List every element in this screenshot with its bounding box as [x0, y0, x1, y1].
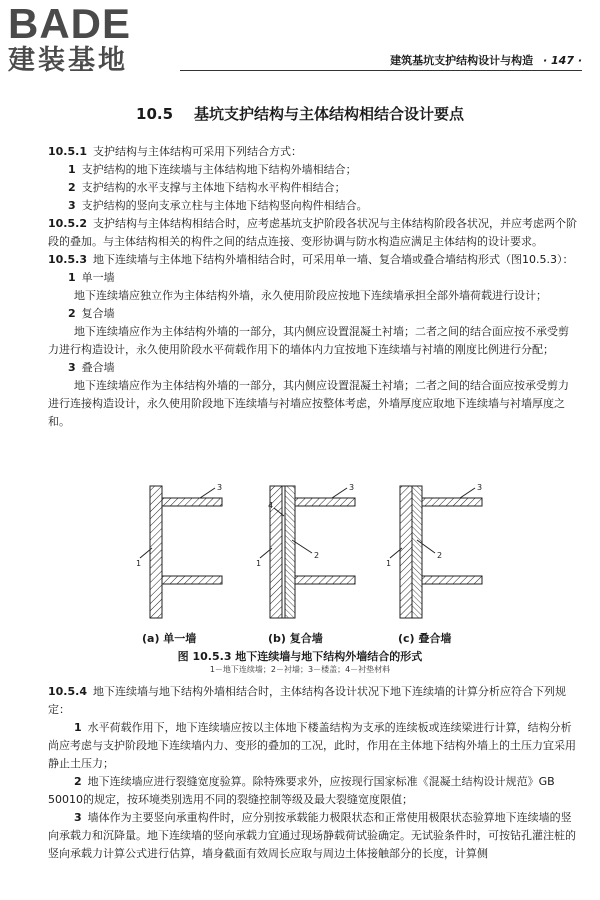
section-title	[0, 103, 600, 124]
list-item-body: 地下连续墙应独立作为主体结构外墙，永久使用阶段应按地下连续墙承担全部外墙荷载进行设计；	[74, 289, 547, 302]
label-2: 2	[437, 551, 443, 560]
label-1: 1	[136, 559, 142, 568]
body-text-lower	[48, 683, 578, 863]
caption-a: (a) 单一墙	[142, 632, 197, 645]
label-3: 3	[477, 483, 483, 492]
label-1: 1	[256, 559, 262, 568]
logo-subtitle: 建装基地	[8, 45, 128, 76]
running-title: 建筑基坑支护结构设计与构造	[390, 54, 534, 67]
label-3: 3	[217, 483, 223, 492]
running-header	[180, 52, 582, 71]
publisher-logo	[8, 2, 178, 76]
list-item-title: 2 复合墙	[68, 307, 115, 320]
caption-b: (b) 复合墙	[268, 632, 323, 645]
clause-number: 10.5.1	[48, 145, 87, 158]
section-number: 10.5	[136, 105, 174, 123]
figure-subcaptions	[120, 630, 520, 646]
section-heading: 基坑支护结构与主体结构相结合设计要点	[193, 105, 464, 123]
list-item-title: 3 叠合墙	[68, 361, 115, 374]
clause-text: 支护结构与主体结构可采用下列结合方式：	[92, 145, 302, 158]
list-item: 3 支护结构的竖向支承立柱与主体地下结构竖向构件相结合。	[68, 199, 368, 212]
list-item: 2 支护结构的水平支撑与主体地下结构水平构件相结合；	[68, 181, 346, 194]
clause-10-5-2: 10.5.2 支护结构与主体结构相结合时，应考虑基坑支护阶段各状况与主体结构阶段各状况，并应考虑两个阶段的叠加。与主体结构相关的构件之间的结点连接、变形协调与防水构造应满足主体结构的设计要求。	[48, 217, 577, 248]
diagram-a-single-wall	[140, 486, 222, 618]
list-item: 2 地下连续墙应进行裂缝宽度验算。除特殊要求外，应按现行国家标准《混凝土结构设计规范》GB 50010的规定，按环境类别选用不同的裂缝控制等级及最大裂缝宽度限值；	[48, 775, 555, 806]
page-number: · 147 ·	[543, 54, 582, 67]
list-item: 3 墙体作为主要竖向承重构件时，应分别按承载能力极限状态和正常使用极限状态验算地下连续墙的竖向承载力和沉降量。地下连续墙的竖向承载力宜通过现场静载荷试验确定。无试验条件时，可按钻孔灌注桩的竖向承载力计算公式进行估算，墙身截面有效周长应取与周边土体接触部分的长度，计算侧	[48, 811, 576, 860]
logo-brand: BADE	[8, 0, 132, 47]
caption-c: (c) 叠合墙	[398, 632, 452, 645]
list-item-body: 地下连续墙应作为主体结构外墙的一部分，其内侧应设置混凝土衬墙；二者之间的结合面应按承受剪力进行连接构造设计，永久使用阶段地下连续墙与衬墙应按整体考虑，外墙厚度应取地下连续墙与衬墙厚度之和。	[48, 379, 569, 428]
clause-10-5-4: 10.5.4 地下连续墙与地下结构外墙相结合时，主体结构各设计状况下地下连续墙的计算分析应符合下列规定：	[48, 685, 566, 716]
list-item-title: 1 单一墙	[68, 271, 115, 284]
figure-title: 图 10.5.3 地下连续墙与地下结构外墙结合的形式	[177, 650, 423, 663]
list-item-body: 地下连续墙应作为主体结构外墙的一部分，其内侧应设置混凝土衬墙；二者之间的结合面应按不承受剪力进行构造设计，永久使用阶段水平荷载作用下的墙体内力宜按地下连续墙与衬墙的刚度比例进行分配；	[48, 325, 569, 356]
label-2: 2	[314, 551, 320, 560]
wall-forms-diagram	[120, 478, 500, 628]
diagram-c-laminated-wall	[390, 486, 482, 618]
clause-10-5-1	[48, 143, 578, 161]
list-item: 1 支护结构的地下连续墙与主体结构地下结构外墙相结合；	[68, 163, 357, 176]
body-text-upper	[48, 143, 578, 431]
list-item: 1 水平荷载作用下，地下连续墙应按以主体地下楼盖结构为支承的连续板或连续梁进行计算，结构分析尚应考虑与支护阶段地下连续墙内力、变形的叠加的工况，此时，作用在主体地下结构外墙上的土压力宜采用静止土压力；	[48, 721, 576, 770]
label-1: 1	[386, 559, 392, 568]
label-4: 4	[268, 501, 274, 510]
figure-legend: 1－地下连续墙；2－衬墙；3－楼盖；4－衬垫材料	[209, 665, 391, 674]
clause-10-5-3: 10.5.3 地下连续墙与主体地下结构外墙相结合时，可采用单一墙、复合墙或叠合墙结构形式（图10.5.3）：	[48, 253, 574, 266]
label-3: 3	[349, 483, 355, 492]
diagram-b-composite-wall	[260, 486, 355, 618]
